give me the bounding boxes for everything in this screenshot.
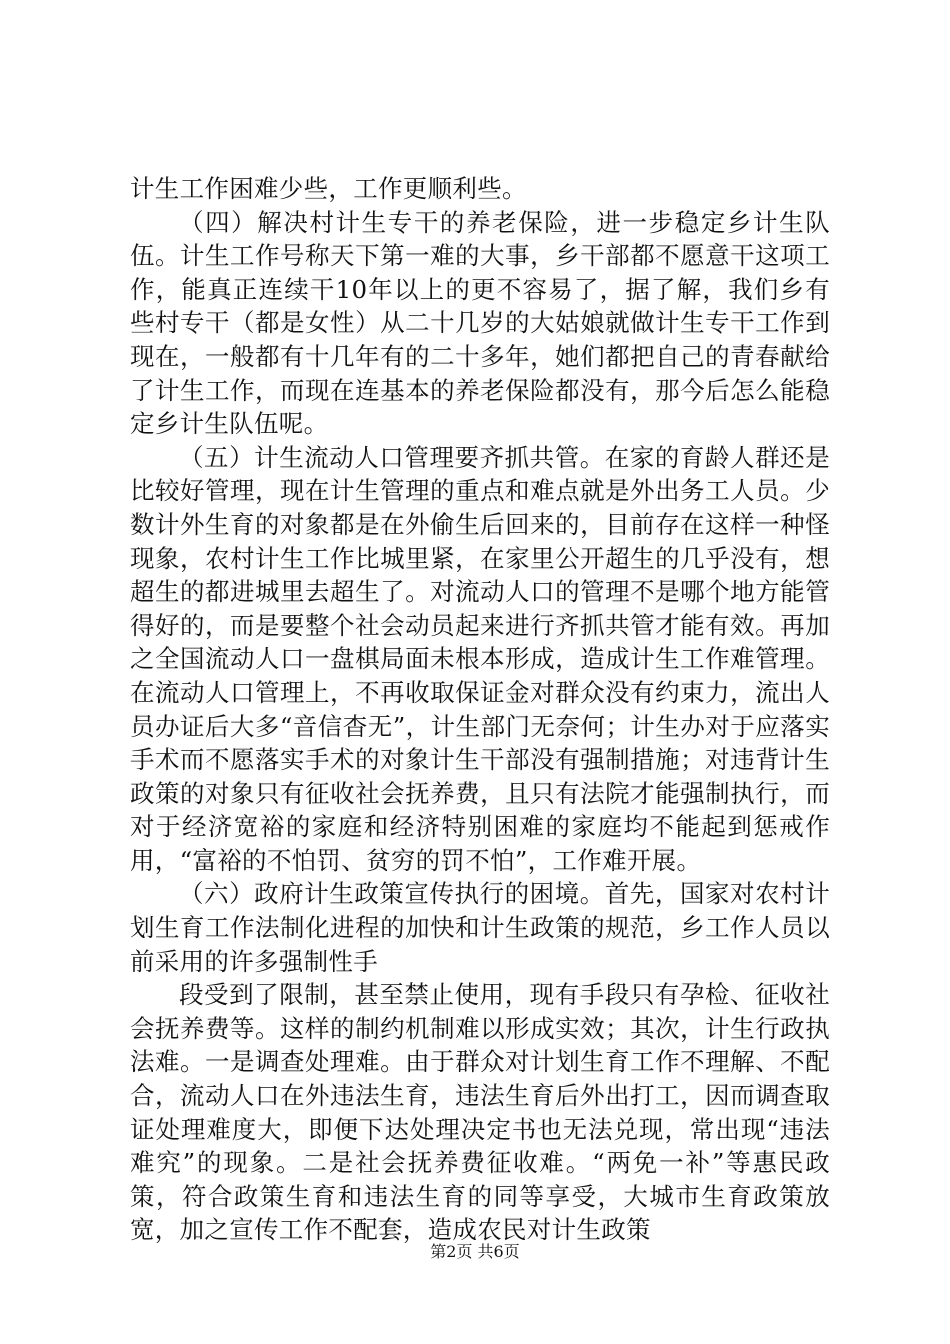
page-footer: 第2页 共6页 (430, 1242, 520, 1261)
paragraph: 计生工作困难少些，工作更顺利些。 (130, 174, 527, 203)
paragraph: 段受到了限制，甚至禁止使用，现有手段只有孕检、征收社会抚养费等。这样的制约机制难以形成实效；其次，计生行政执法难。一是调查处理难。由于群众对计划生育工作不理解、不配合，流动人口在外违法生育，违法生育后外出打工，因而调查取证处理难度大，即便下达处理决定书也无法兑现，常出现“违法难究”的现象。二是社会抚养费征收难。“两免一补”等惠民政策，符合政策生育和违法生育的同等享受，大城市生育政策放宽，加之宣传工作不配套，造成农民对计生政策 (130, 980, 831, 1245)
paragraph: （四）解决村计生专干的养老保险，进一步稳定乡计生队伍。计生工作号称天下第一难的大事，乡干部都不愿意干这项工作，能真正连续干10年以上的更不容易了，据了解，我们乡有些村专干（都是女性）从二十几岁的大姑娘就做计生专干工作到现在，一般都有十几年有的二十多年，她们都把自己的青春献给了计生工作，而现在连基本的养老保险都没有，那今后怎么能稳定乡计生队伍呢。 (130, 207, 830, 439)
paragraph: （六）政府计生政策宣传执行的困境。首先，国家对农村计划生育工作法制化进程的加快和计生政策的规范，乡工作人员以前采用的许多强制性手 (130, 879, 830, 976)
paragraph: （五）计生流动人口管理要齐抓共管。在家的育龄人群还是比较好管理，现在计生管理的重点和难点就是外出务工人员。少数计外生育的对象都是在外偷生后回来的，目前存在这样一种怪现象，农村计生工作比城里紧，在家里公开超生的几乎没有，想超生的都进城里去超生了。对流动人口的管理不是哪个地方能管得好的，而是要整个社会动员起来进行齐抓共管才能有效。再加之全国流动人口一盘棋局面未根本形成，造成计生工作难管理。在流动人口管理上，不再收取保证金对群众没有约束力，流出人员办证后大多“音信杳无”，计生部门无奈何；计生办对于应落实手术而不愿落实手术的对象计生干部没有强制措施；对违背计生政策的对象只有征收社会抚养费，且只有法院才能强制执行，而对于经济宽裕的家庭和经济特别困难的家庭均不能起到惩戒作用，“富裕的不怕罚、贫穷的罚不怕”，工作难开展。 (130, 442, 830, 875)
document-body (130, 172, 830, 1247)
